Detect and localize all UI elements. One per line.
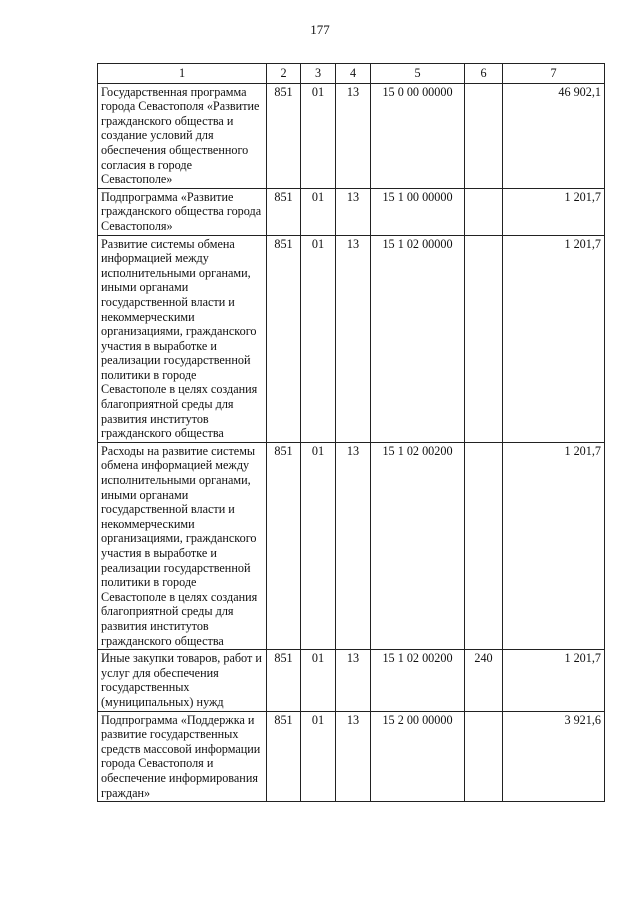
row-expense-type (465, 188, 503, 235)
row-amount: 3 921,6 (503, 711, 605, 802)
table-row (98, 442, 605, 649)
row-ministry-code: 851 (267, 442, 301, 649)
column-header-target-article: 5 (371, 64, 465, 84)
row-subsection-code: 13 (336, 442, 371, 649)
row-name: Расходы на развитие системы обмена информацией между исполнительными органами, иными органами государственной власти и некоммерческими организациями, гражданского участия в выработке и реализации государственной политики в городе Севастополе в целях создания благоприятной среды для развития институтов гражданского общества (98, 442, 267, 649)
table-header-row (98, 64, 605, 84)
row-name: Развитие системы обмена информацией между исполнительными органами, иными органами государственной власти и некоммерческими организациями, гражданского участия в выработке и реализации государственной политики в городе Севастополе в целях создания благоприятной среды для развития институтов гражданского общества (98, 235, 267, 442)
row-section-code: 01 (301, 83, 336, 188)
row-target-article: 15 0 00 00000 (371, 83, 465, 188)
row-name: Подпрограмма «Поддержка и развитие государственных средств массовой информации города Севастополя и обеспечение информирования граждан» (98, 711, 267, 802)
row-ministry-code: 851 (267, 83, 301, 188)
row-ministry-code: 851 (267, 235, 301, 442)
column-header-ministry: 2 (267, 64, 301, 84)
row-target-article: 15 1 02 00200 (371, 650, 465, 711)
row-section-code: 01 (301, 235, 336, 442)
page-number: 177 (310, 22, 330, 37)
table-row (98, 650, 605, 711)
row-target-article: 15 1 02 00000 (371, 235, 465, 442)
row-target-article: 15 1 02 00200 (371, 442, 465, 649)
row-name: Подпрограмма «Развитие гражданского общества города Севастополя» (98, 188, 267, 235)
row-subsection-code: 13 (336, 235, 371, 442)
budget-table (97, 63, 605, 802)
row-target-article: 15 1 00 00000 (371, 188, 465, 235)
row-section-code: 01 (301, 188, 336, 235)
table-row (98, 711, 605, 802)
row-ministry-code: 851 (267, 188, 301, 235)
row-expense-type (465, 711, 503, 802)
row-amount: 1 201,7 (503, 235, 605, 442)
row-ministry-code: 851 (267, 650, 301, 711)
row-amount: 1 201,7 (503, 188, 605, 235)
row-target-article: 15 2 00 00000 (371, 711, 465, 802)
row-expense-type (465, 83, 503, 188)
column-header-amount: 7 (503, 64, 605, 84)
row-amount: 1 201,7 (503, 650, 605, 711)
table-row (98, 83, 605, 188)
column-header-expense-type: 6 (465, 64, 503, 84)
row-section-code: 01 (301, 711, 336, 802)
column-header-section: 3 (301, 64, 336, 84)
row-subsection-code: 13 (336, 650, 371, 711)
row-name: Государственная программа города Севастополя «Развитие гражданского общества и создание условий для обеспечения общественного согласия в городе Севастополе» (98, 83, 267, 188)
row-amount: 1 201,7 (503, 442, 605, 649)
column-header-subsection: 4 (336, 64, 371, 84)
row-expense-type: 240 (465, 650, 503, 711)
row-section-code: 01 (301, 650, 336, 711)
row-subsection-code: 13 (336, 83, 371, 188)
row-subsection-code: 13 (336, 188, 371, 235)
row-name: Иные закупки товаров, работ и услуг для обеспечения государственных (муниципальных) нужд (98, 650, 267, 711)
table-row (98, 188, 605, 235)
row-subsection-code: 13 (336, 711, 371, 802)
row-section-code: 01 (301, 442, 336, 649)
column-header-name: 1 (98, 64, 267, 84)
row-amount: 46 902,1 (503, 83, 605, 188)
row-expense-type (465, 442, 503, 649)
row-ministry-code: 851 (267, 711, 301, 802)
table-row (98, 235, 605, 442)
row-expense-type (465, 235, 503, 442)
